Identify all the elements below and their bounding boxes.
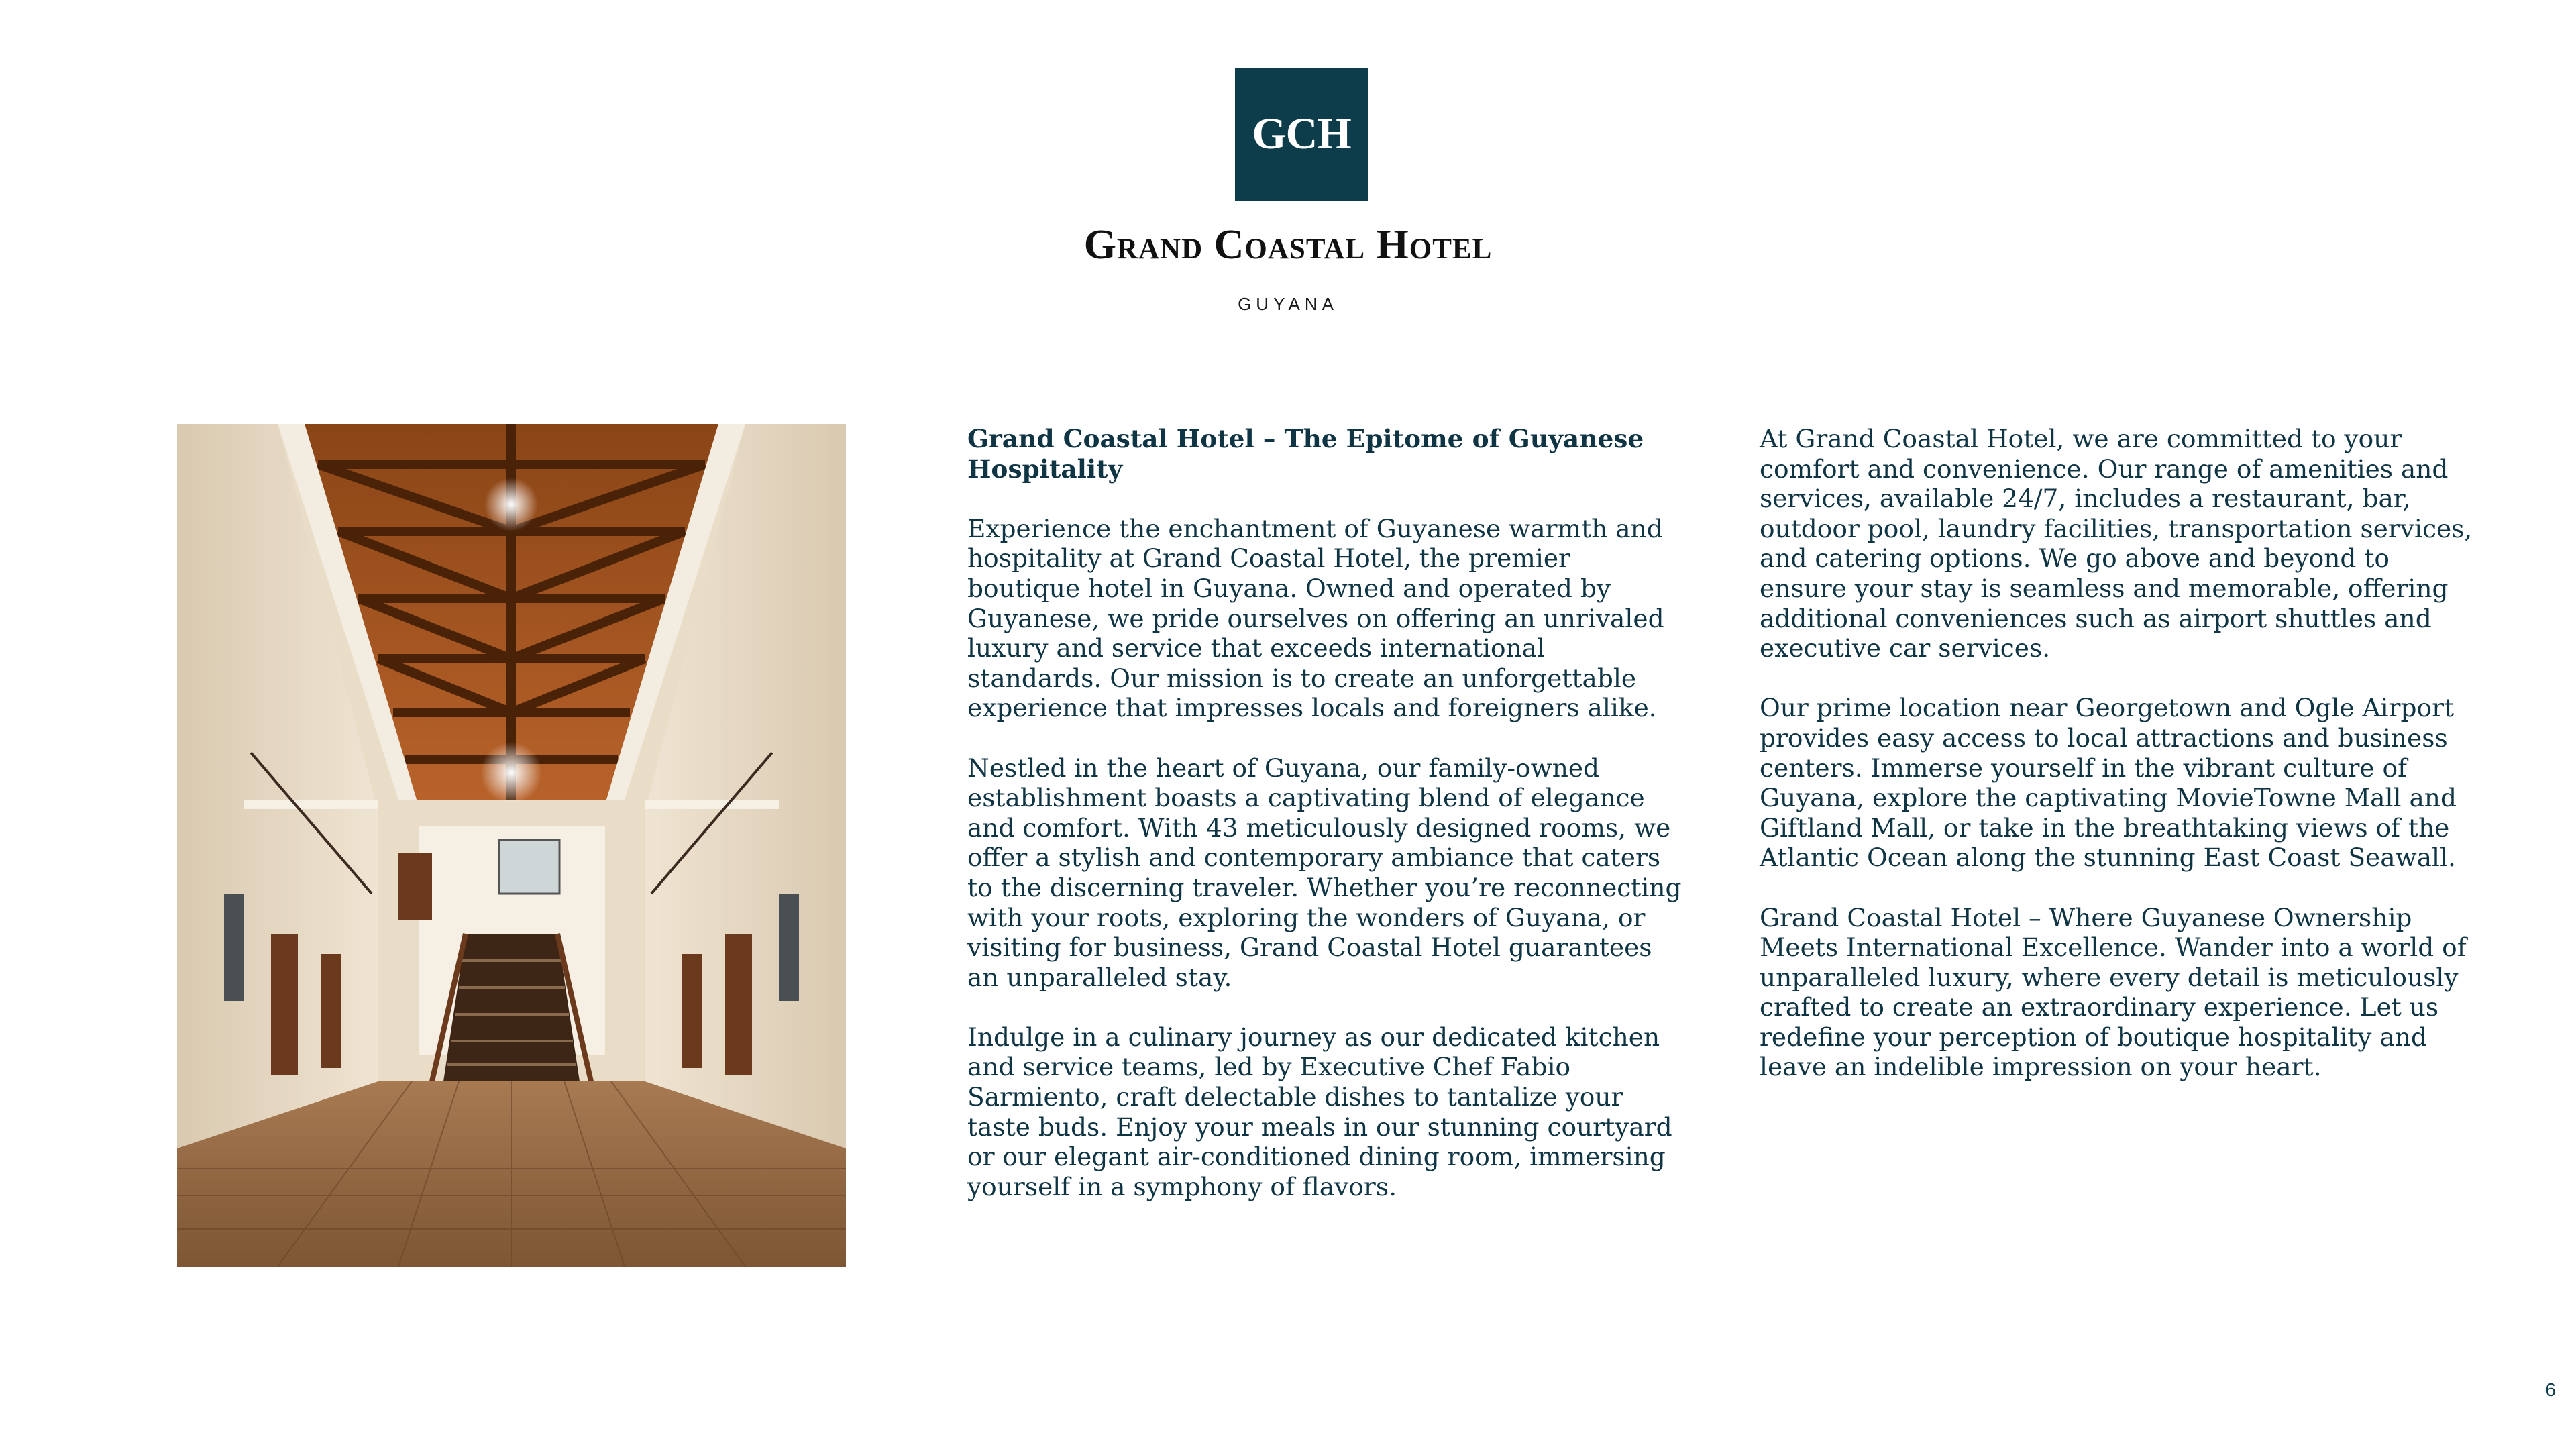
hotel-interior-photo bbox=[177, 424, 846, 1267]
paragraph: Experience the enchantment of Guyanese warmth and hospitality at Grand Coastal Hotel, the premier boutique hotel in Guyana. Owned and operated by Guyanese, we pride ourselves on offering an unrivaled luxury and service that exceeds international standards. Our mission is to create an unforgettable experience that impresses locals and foreigners alike. bbox=[967, 513, 1664, 723]
paragraph: Indulge in a culinary journey as our dedicated kitchen and service teams, led by Executive Chef Fabio Sarmiento, craft delectable dishes to tantalize your taste buds. Enjoy your meals in our stunning courtyard or our elegant air-conditioned dining room, immersing yourself in a symphony of flavors. bbox=[967, 1022, 1672, 1201]
logo-monogram-text: GCH bbox=[1252, 109, 1351, 158]
right-column bbox=[1760, 424, 2477, 1112]
article-heading: Grand Coastal Hotel – The Epitome of Guyanese Hospitality bbox=[967, 424, 1644, 484]
paragraph: Nestled in the heart of Guyana, our family-owned establishment boasts a captivating blend of elegance and comfort. With 43 meticulously designed rooms, we offer a stylish and contemporary ambiance that caters to the discerning traveler. Whether you’re reconnecting with your roots, exploring the wonders of Guyana, or visiting for business, Grand Coastal Hotel guarantees an unparalleled stay. bbox=[967, 753, 1682, 992]
paragraph: Our prime location near Georgetown and Ogle Airport provides easy access to local attractions and business centers. Immerse yourself in the vibrant culture of Guyana, explore the captivating MovieTowne Mall and Giftland Mall, or take in the breathtaking views of the Atlantic Ocean along the stunning East Coast Seawall. bbox=[1760, 693, 2457, 873]
logo-monogram bbox=[1235, 68, 1368, 201]
hotel-location: GUYANA bbox=[1238, 294, 1338, 314]
page-number: 6 bbox=[2545, 1379, 2556, 1400]
middle-column bbox=[967, 424, 1685, 1232]
hotel-interior-atrium-image bbox=[177, 424, 846, 1267]
paragraph: At Grand Coastal Hotel, we are committed to your comfort and convenience. Our range of amenities and services, available 24/7, includes a restaurant, bar, outdoor pool, laundry facilities, transportation services, and catering options. We go above and beyond to ensure your stay is seamless and memorable, offering additional conveniences such as airport shuttles and executive car services. bbox=[1760, 424, 2473, 663]
paragraph: Grand Coastal Hotel – Where Guyanese Ownership Meets International Excellence. Wander into a world of unparalleled luxury, where every detail is meticulously crafted to create an extraordinary experience. Let us redefine your perception of boutique hospitality and leave an indelible impression on your heart. bbox=[1760, 902, 2467, 1082]
hotel-name: Grand Coastal Hotel bbox=[1083, 222, 1493, 268]
